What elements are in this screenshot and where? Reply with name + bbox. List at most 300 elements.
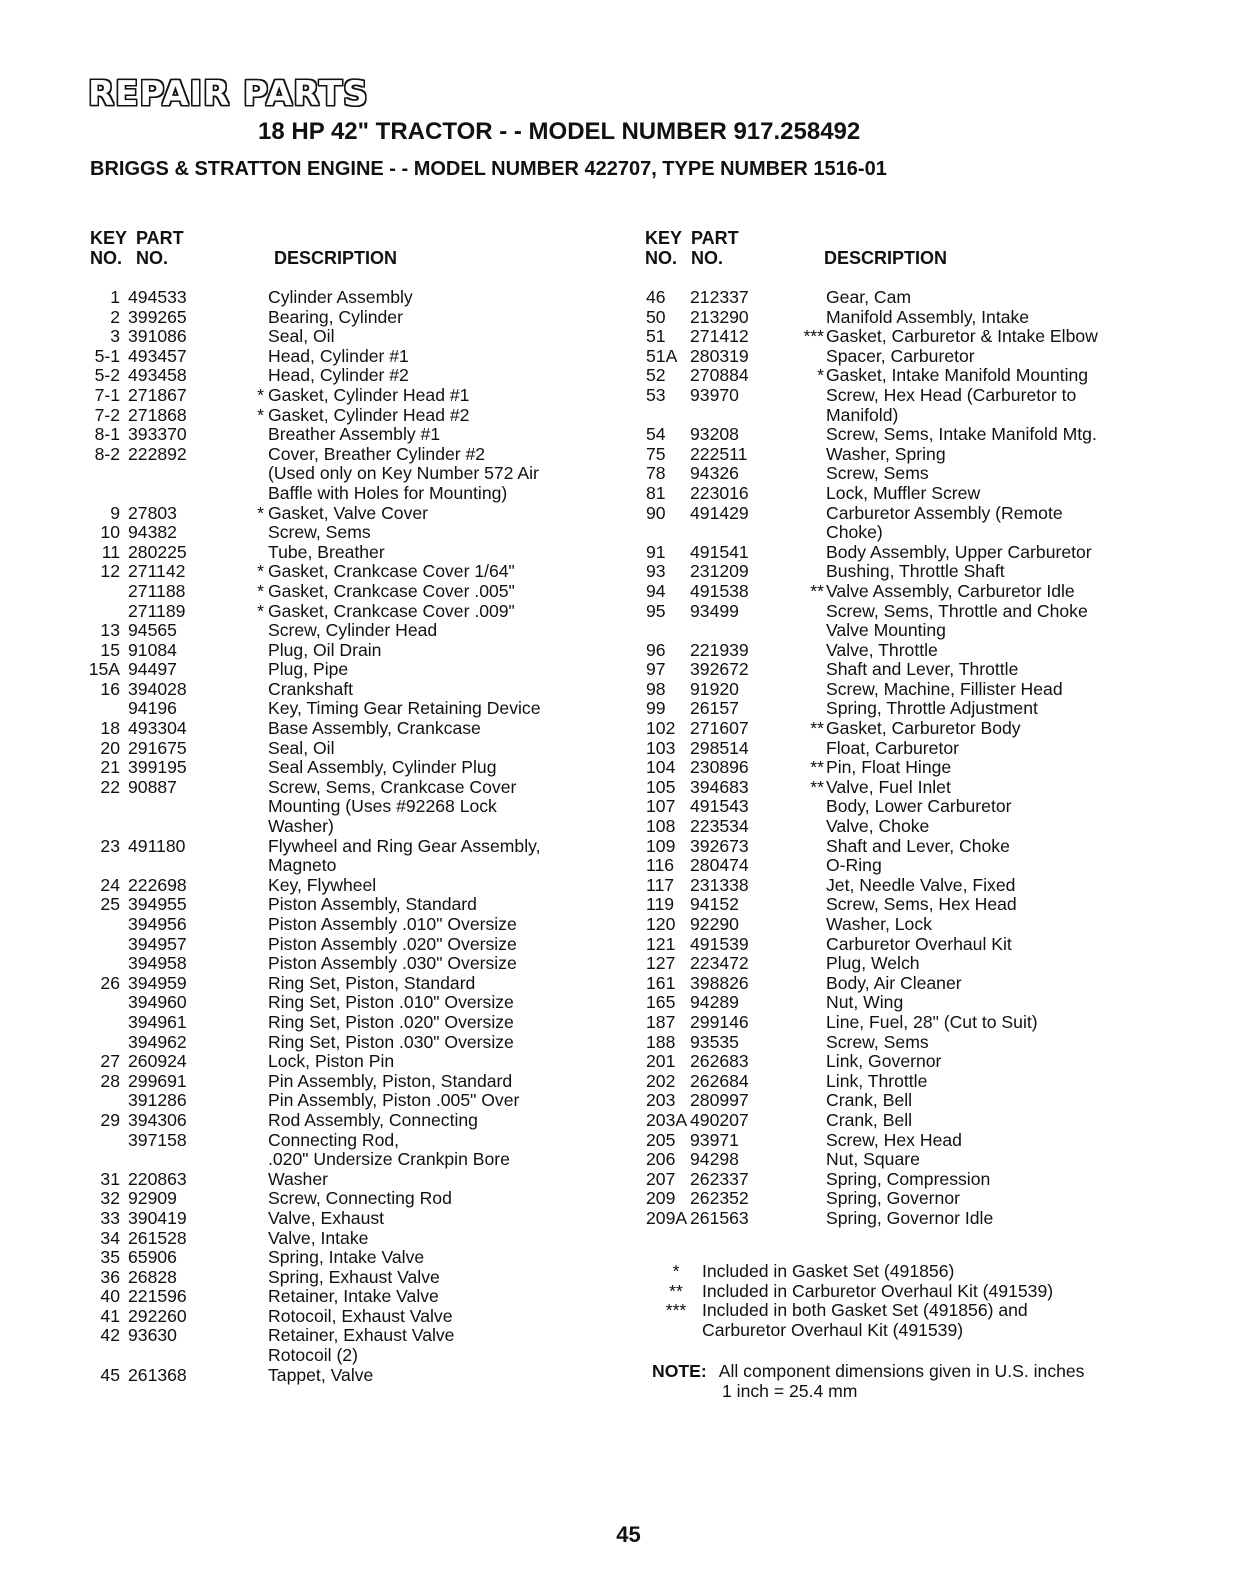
part-description: Float, Carburetor	[826, 737, 959, 758]
key-no: 98	[646, 678, 666, 699]
parts-row	[82, 464, 622, 484]
part-description: Bushing, Throttle Shaft	[826, 561, 1005, 582]
part-description: Spring, Governor Idle	[826, 1207, 994, 1228]
parts-row	[646, 425, 1206, 445]
key-no: 209	[646, 1188, 676, 1209]
parts-row	[646, 562, 1206, 582]
key-no: 15	[100, 639, 120, 660]
part-no: 262683	[690, 1051, 749, 1072]
parts-row	[646, 484, 1206, 504]
key-no: 91	[646, 541, 666, 562]
part-description: Choke)	[826, 522, 883, 543]
parts-row	[646, 719, 1206, 739]
key-no: 12	[100, 561, 120, 582]
parts-row	[646, 504, 1206, 524]
left-parts-list	[82, 288, 622, 1385]
part-no: 392673	[690, 835, 749, 856]
part-description: Gasket, Cylinder Head #1	[268, 384, 470, 405]
part-description: Nut, Wing	[826, 992, 904, 1013]
part-no: 394958	[128, 953, 187, 974]
part-description: Screw, Sems, Intake Manifold Mtg.	[826, 424, 1097, 445]
part-no: 394683	[690, 776, 749, 797]
key-no: 23	[100, 835, 120, 856]
part-no: 280997	[690, 1090, 749, 1111]
footnote-mark: **	[810, 757, 824, 778]
part-description: Retainer, Intake Valve	[268, 1286, 439, 1307]
footnote-mark: *	[257, 502, 264, 523]
part-description: Key, Flywheel	[268, 874, 377, 895]
part-no: 399265	[128, 306, 187, 327]
part-no: 493304	[128, 718, 187, 739]
part-description: Gasket, Crankcase Cover .009"	[268, 600, 515, 621]
part-no: 221939	[690, 639, 749, 660]
parts-row	[82, 974, 622, 994]
part-description: Screw, Sems, Throttle and Choke	[826, 600, 1088, 621]
part-description: Carburetor Overhaul Kit	[826, 933, 1012, 954]
part-no: 26828	[128, 1266, 177, 1287]
key-no: 94	[646, 580, 666, 601]
part-no: 398826	[690, 972, 749, 993]
part-description: Plug, Oil Drain	[268, 639, 382, 660]
key-no: 75	[646, 443, 666, 464]
note-label: NOTE:	[652, 1361, 707, 1381]
part-description: Screw, Sems, Crankcase Cover	[268, 776, 517, 797]
parts-row	[82, 1072, 622, 1092]
key-no: 40	[100, 1286, 120, 1307]
parts-row	[646, 1072, 1206, 1092]
part-description: Washer, Lock	[826, 914, 932, 934]
part-no: 94326	[690, 463, 739, 484]
part-description: Valve Assembly, Carburetor Idle	[826, 580, 1075, 601]
footnote-text: Included in Carburetor Overhaul Kit (491539)	[702, 1280, 1054, 1301]
part-description: Gasket, Carburetor Body	[826, 718, 1021, 739]
parts-row	[646, 582, 1206, 602]
parts-row	[82, 680, 622, 700]
part-description: Gasket, Valve Cover	[268, 502, 429, 523]
part-description: Plug, Pipe	[268, 659, 349, 680]
parts-row	[82, 1209, 622, 1229]
part-description: Valve, Choke	[826, 816, 930, 837]
footnote-mark: **	[810, 718, 824, 739]
key-no: 26	[100, 972, 120, 993]
key-no: 96	[646, 639, 666, 660]
parts-row	[646, 758, 1206, 778]
part-description: Seal, Oil	[268, 737, 335, 758]
part-description: Pin, Float Hinge	[826, 757, 952, 778]
footnote-symbol: *	[672, 1261, 680, 1281]
key-no: 116	[646, 855, 675, 876]
key-no: 10	[100, 522, 120, 543]
key-no: 52	[646, 365, 666, 386]
parts-row	[82, 445, 622, 465]
part-no: 261563	[690, 1207, 749, 1228]
parts-row	[646, 993, 1206, 1013]
key-no: 161	[646, 972, 676, 993]
key-no: 207	[646, 1168, 676, 1189]
part-description: Shaft and Lever, Throttle	[826, 659, 1019, 680]
part-no: 299691	[128, 1070, 187, 1091]
part-no: 93208	[690, 424, 739, 445]
parts-row	[82, 895, 622, 915]
part-description: Gasket, Intake Manifold Mounting	[826, 365, 1089, 386]
part-no: 271189	[128, 600, 186, 621]
footnote-text: Included in both Gasket Set (491856) and	[702, 1300, 1028, 1321]
part-description: Spring, Governor	[826, 1188, 960, 1209]
parts-row	[646, 817, 1206, 837]
parts-row	[82, 1111, 622, 1131]
parts-row	[646, 974, 1206, 994]
part-description: Cylinder Assembly	[268, 287, 413, 307]
key-no: 28	[100, 1070, 120, 1091]
part-no: 391286	[128, 1090, 187, 1111]
part-description: Screw, Sems	[826, 463, 929, 484]
footnote-symbol: **	[669, 1280, 683, 1301]
part-no: 490207	[690, 1109, 749, 1130]
key-no: 90	[646, 502, 666, 523]
key-no: 3	[110, 326, 120, 347]
footnote-text: Included in Gasket Set (491856)	[702, 1261, 955, 1281]
part-description: Retainer, Exhaust Valve	[268, 1325, 455, 1346]
key-no: 104	[646, 757, 676, 778]
key-no: 50	[646, 306, 666, 327]
part-no: 93970	[690, 384, 739, 405]
part-no: 271867	[128, 384, 187, 405]
part-description: Washer	[268, 1168, 328, 1189]
key-no: 95	[646, 600, 666, 621]
parts-row	[646, 308, 1206, 328]
part-description: Connecting Rod,	[268, 1129, 400, 1150]
parts-row	[82, 504, 622, 524]
key-no: 188	[646, 1031, 676, 1052]
part-no: 394957	[128, 933, 187, 954]
part-description: Key, Timing Gear Retaining Device	[268, 698, 541, 719]
part-description: Magneto	[268, 855, 337, 876]
key-no: 7-2	[94, 404, 120, 425]
key-no: 2	[110, 306, 120, 327]
part-description: Seal Assembly, Cylinder Plug	[268, 757, 497, 778]
part-no: 491541	[690, 541, 749, 562]
part-description: Jet, Needle Valve, Fixed	[826, 874, 1016, 895]
key-no: 209A	[646, 1207, 688, 1228]
parts-row	[646, 366, 1206, 386]
part-no: 291675	[128, 737, 187, 758]
parts-row	[646, 876, 1206, 896]
part-no: 91084	[128, 639, 177, 660]
part-no: 393370	[128, 424, 187, 445]
part-description: Screw, Sems, Hex Head	[826, 894, 1017, 915]
part-no: 222511	[690, 443, 748, 464]
parts-row	[646, 523, 1206, 543]
key-no: 54	[646, 424, 666, 445]
footnote-mark: **	[810, 580, 824, 601]
key-no: 32	[100, 1188, 120, 1209]
key-no: 102	[646, 718, 676, 739]
right-column-header	[645, 228, 1145, 268]
parts-row	[82, 778, 622, 798]
part-no: 494533	[128, 287, 187, 307]
part-no: 271142	[128, 561, 186, 582]
key-no: 201	[646, 1051, 676, 1072]
part-no: 222892	[128, 443, 187, 464]
parts-row	[82, 856, 622, 876]
part-description: Washer, Spring	[826, 443, 946, 464]
parts-row	[646, 1033, 1206, 1053]
part-description: Ring Set, Piston .010" Oversize	[268, 992, 514, 1013]
part-description: Piston Assembly .030" Oversize	[268, 953, 517, 974]
parts-row	[646, 288, 1206, 308]
part-description: .020" Undersize Crankpin Bore	[268, 1149, 510, 1170]
part-description: Head, Cylinder #2	[268, 365, 409, 386]
part-description: Gasket, Crankcase Cover 1/64"	[268, 561, 515, 582]
part-description: Valve, Exhaust	[268, 1207, 385, 1228]
parts-row	[82, 562, 622, 582]
part-no: 394306	[128, 1109, 187, 1130]
key-no: 11	[101, 541, 120, 562]
part-no: 394960	[128, 992, 187, 1013]
key-no: 51	[646, 326, 666, 347]
parts-row	[82, 327, 622, 347]
key-no: 27	[100, 1051, 120, 1072]
part-description: Screw, Hex Head (Carburetor to	[826, 384, 1077, 405]
parts-row	[82, 739, 622, 759]
part-no: 298514	[690, 737, 749, 758]
note-line-1: All component dimensions given in U.S. inches	[718, 1361, 1085, 1381]
part-description: Link, Governor	[826, 1051, 942, 1072]
part-no: 213290	[690, 306, 749, 327]
part-no: 260924	[128, 1051, 187, 1072]
parts-row	[646, 915, 1206, 935]
footnote-mark: *	[257, 561, 264, 582]
parts-row	[82, 425, 622, 445]
part-description: Spring, Intake Valve	[268, 1247, 425, 1268]
part-no: 397158	[128, 1129, 187, 1150]
part-description: Spacer, Carburetor	[826, 345, 975, 366]
tractor-model-heading: 18 HP 42" TRACTOR - - MODEL NUMBER 917.258492	[258, 118, 861, 145]
parts-row	[82, 837, 622, 857]
part-no: 262337	[690, 1168, 749, 1189]
part-no: 491539	[690, 933, 749, 954]
part-description: Screw, Machine, Fillister Head	[826, 678, 1063, 699]
key-no: 187	[646, 1011, 676, 1032]
part-no: 491543	[690, 796, 749, 817]
parts-row	[646, 1013, 1206, 1033]
key-no: 117	[646, 874, 675, 895]
part-no: 399195	[128, 757, 187, 778]
parts-row	[646, 1209, 1206, 1229]
parts-row	[82, 817, 622, 837]
part-description: Crank, Bell	[826, 1090, 913, 1111]
part-description: Washer)	[268, 816, 334, 837]
part-no: 93535	[690, 1031, 739, 1052]
parts-row	[82, 719, 622, 739]
part-no: 93971	[690, 1129, 739, 1150]
footnote-symbol: ***	[665, 1300, 687, 1321]
parts-row	[646, 543, 1206, 563]
parts-row	[82, 1150, 622, 1170]
parts-row	[646, 660, 1206, 680]
footnote-mark: *	[257, 580, 264, 601]
part-description: Flywheel and Ring Gear Assembly,	[268, 835, 541, 856]
key-no: 33	[100, 1207, 120, 1228]
key-no: 206	[646, 1149, 676, 1170]
part-no: 392672	[690, 659, 749, 680]
key-no: 20	[100, 737, 120, 758]
key-no: 8-2	[94, 443, 120, 464]
part-description: Gasket, Crankcase Cover .005"	[268, 580, 515, 601]
part-description: Valve, Intake	[268, 1227, 369, 1248]
key-no: 165	[646, 992, 676, 1013]
parts-row	[646, 778, 1206, 798]
part-description: Base Assembly, Crankcase	[268, 718, 481, 739]
key-no: 8-1	[94, 424, 120, 445]
part-no: 94152	[690, 894, 739, 915]
footnote-mark: *	[817, 365, 824, 386]
key-no: 202	[646, 1070, 676, 1091]
part-no: 222698	[128, 874, 187, 895]
part-description: Nut, Square	[826, 1149, 920, 1170]
parts-row	[646, 1111, 1206, 1131]
part-no: 261368	[128, 1364, 187, 1385]
part-no: 91920	[690, 678, 739, 699]
part-description: Body, Air Cleaner	[826, 972, 962, 993]
parts-row	[82, 1013, 622, 1033]
parts-row	[646, 837, 1206, 857]
key-no: 25	[100, 894, 120, 915]
parts-row	[646, 1189, 1206, 1209]
parts-row	[82, 288, 622, 308]
part-no: 262684	[690, 1070, 749, 1091]
parts-row	[82, 386, 622, 406]
parts-row	[646, 327, 1206, 347]
part-no: 92290	[690, 914, 739, 934]
key-no: 35	[100, 1247, 120, 1268]
part-description: Crank, Bell	[826, 1109, 913, 1130]
parts-row	[82, 660, 622, 680]
parts-row	[82, 1268, 622, 1288]
part-no-header: PART NO.	[691, 228, 739, 268]
key-no: 99	[646, 698, 666, 719]
part-no: 394959	[128, 972, 187, 993]
key-no: 127	[646, 953, 676, 974]
part-no: 271188	[128, 580, 186, 601]
part-no: 391086	[128, 326, 187, 347]
part-no: 390419	[128, 1207, 187, 1228]
part-no: 394961	[128, 1011, 187, 1032]
key-no: 108	[646, 816, 676, 837]
key-no: 45	[100, 1364, 120, 1385]
parts-row	[82, 1170, 622, 1190]
part-description: Screw, Sems	[826, 1031, 929, 1052]
footnote-mark: **	[810, 776, 824, 797]
parts-row	[82, 1346, 622, 1366]
key-no-header: KEY NO.	[645, 228, 683, 268]
parts-row	[82, 347, 622, 367]
key-no: 205	[646, 1129, 676, 1150]
part-no: 93630	[128, 1325, 177, 1346]
part-no: 90887	[128, 776, 177, 797]
parts-row	[646, 641, 1206, 661]
parts-row	[646, 797, 1206, 817]
part-no: 271412	[690, 326, 749, 347]
part-no: 280474	[690, 855, 749, 876]
parts-row	[82, 366, 622, 386]
part-no: 94298	[690, 1149, 739, 1170]
engine-model-heading: BRIGGS & STRATTON ENGINE - - MODEL NUMBER 422707, TYPE NUMBER 1516-01	[90, 158, 887, 180]
key-no: 120	[646, 914, 676, 934]
part-description: Link, Throttle	[826, 1070, 928, 1091]
key-no: 24	[100, 874, 120, 895]
part-description: Lock, Muffler Screw	[826, 482, 981, 503]
part-description: Breather Assembly #1	[268, 424, 441, 445]
part-description: Valve Mounting	[826, 620, 946, 641]
part-description: Baffle with Holes for Mounting)	[268, 482, 508, 503]
part-no: 292260	[128, 1305, 187, 1326]
key-no: 29	[100, 1109, 120, 1130]
part-description: Spring, Throttle Adjustment	[826, 698, 1038, 719]
part-no: 271607	[690, 718, 749, 739]
parts-row	[82, 954, 622, 974]
parts-row	[82, 1052, 622, 1072]
parts-row	[646, 954, 1206, 974]
parts-row	[82, 758, 622, 778]
part-description: Crankshaft	[268, 678, 354, 699]
parts-row	[82, 876, 622, 896]
part-description: Pin Assembly, Piston, Standard	[268, 1070, 513, 1091]
part-no: 94497	[128, 659, 177, 680]
part-no: 94196	[128, 698, 177, 719]
key-no: 36	[100, 1266, 120, 1287]
key-no: 13	[100, 620, 120, 641]
parts-row	[646, 347, 1206, 367]
part-description: Line, Fuel, 28" (Cut to Suit)	[826, 1011, 1038, 1032]
part-description: Rotocoil (2)	[268, 1345, 358, 1366]
part-no: 280225	[128, 541, 187, 562]
part-description: Pin Assembly, Piston .005" Over	[268, 1090, 520, 1111]
part-description: Head, Cylinder #1	[268, 345, 409, 366]
part-description: Screw, Sems	[268, 522, 371, 543]
parts-row	[82, 1248, 622, 1268]
part-description: (Used only on Key Number 572 Air	[268, 463, 539, 484]
key-no: 93	[646, 561, 666, 582]
parts-row	[82, 1189, 622, 1209]
key-no: 203	[646, 1090, 676, 1111]
parts-row	[646, 621, 1206, 641]
part-description: Gasket, Carburetor & Intake Elbow	[826, 326, 1098, 347]
part-description: Rotocoil, Exhaust Valve	[268, 1305, 453, 1326]
part-description: Gear, Cam	[826, 287, 912, 307]
key-no-header: KEY NO.	[90, 228, 128, 268]
parts-row	[646, 856, 1206, 876]
part-description: Plug, Welch	[826, 953, 920, 974]
parts-row	[82, 641, 622, 661]
part-no: 394962	[128, 1031, 187, 1052]
right-parts-list	[646, 288, 1206, 1229]
key-no: 81	[646, 482, 666, 503]
key-no: 41	[100, 1305, 120, 1326]
part-no: 223472	[690, 953, 749, 974]
part-no: 493458	[128, 365, 187, 386]
part-description: Ring Set, Piston .020" Oversize	[268, 1011, 514, 1032]
parts-row	[82, 602, 622, 622]
part-description: Tube, Breather	[268, 541, 385, 562]
part-no: 94289	[690, 992, 739, 1013]
parts-row	[82, 484, 622, 504]
part-no: 221596	[128, 1286, 187, 1307]
part-no: 231338	[690, 874, 749, 895]
footnote-mark: *	[257, 384, 264, 405]
key-no: 34	[100, 1227, 120, 1248]
part-no: 26157	[690, 698, 739, 719]
